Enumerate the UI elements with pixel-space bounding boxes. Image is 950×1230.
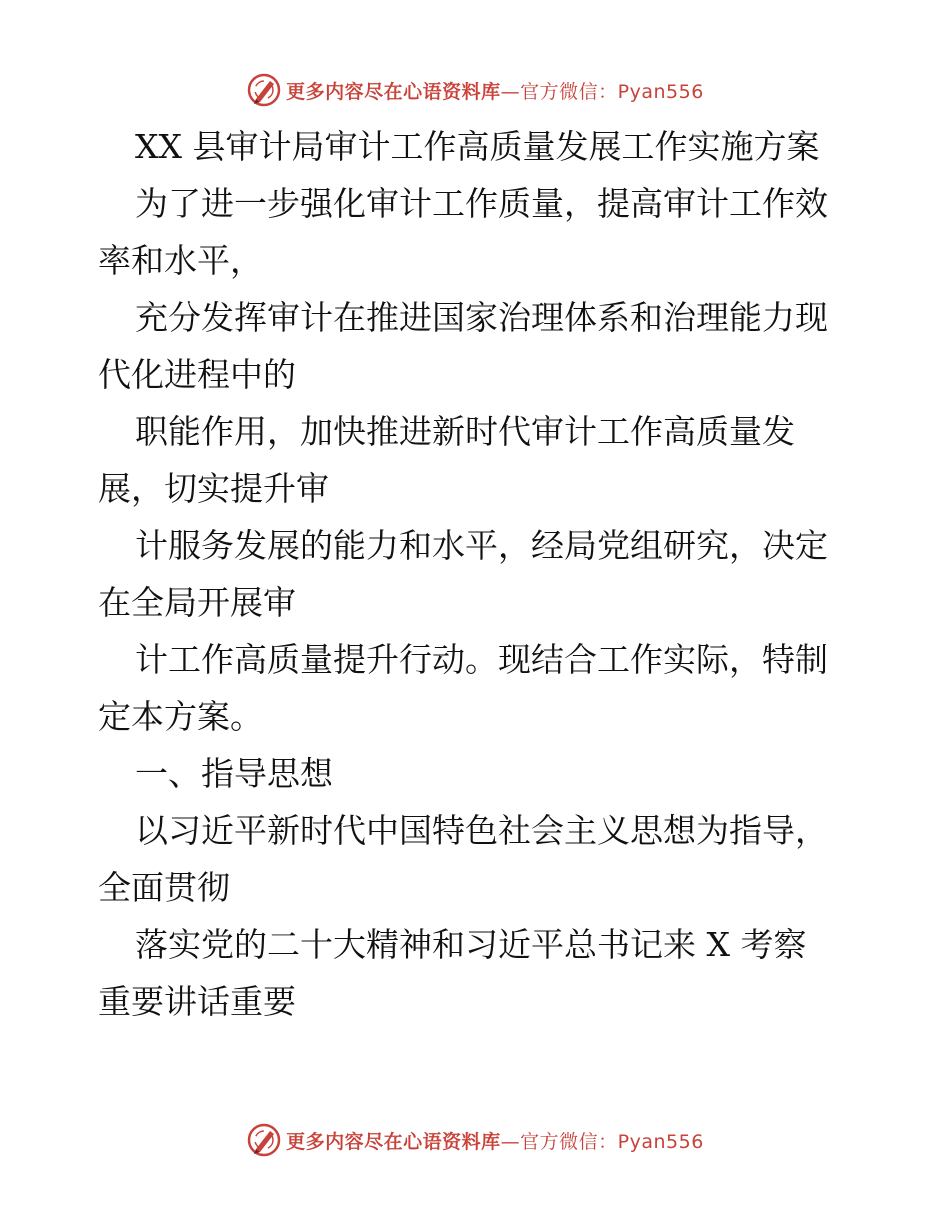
watermark-text <box>286 1127 704 1154</box>
paragraph-line: 代化进程中的 <box>98 355 296 394</box>
document-title: XX 县审计局审计工作高质量发展工作实施方案 <box>135 127 820 166</box>
watermark-dash: — <box>500 80 521 103</box>
watermark-contact-text: 官方微信：Pyan556 <box>520 80 704 103</box>
paragraph-line: 充分发挥审计在推进国家治理体系和治理能力现 <box>135 298 828 337</box>
watermark-main-text: 更多内容尽在心语资料库 <box>286 80 501 103</box>
header-watermark <box>0 70 950 110</box>
watermark-contact-text: 官方微信：Pyan556 <box>520 1130 704 1153</box>
paragraph-line: 在全局开展审 <box>98 583 296 622</box>
section-heading: 一、指导思想 <box>135 754 333 793</box>
paragraph-line: 展，切实提升审 <box>98 469 329 508</box>
paragraph-line: 重要讲话重要 <box>98 982 296 1021</box>
paragraph-line: 计工作高质量提升行动。现结合工作实际，特制 <box>135 640 828 679</box>
paragraph-line: 以习近平新时代中国特色社会主义思想为指导， <box>135 811 828 850</box>
pen-logo-icon <box>246 1122 282 1158</box>
paragraph-line: 定本方案。 <box>98 697 263 736</box>
watermark-main-text: 更多内容尽在心语资料库 <box>286 1130 501 1153</box>
document-body <box>98 118 858 1030</box>
paragraph-line: 率和水平， <box>98 241 263 280</box>
paragraph-line: 计服务发展的能力和水平，经局党组研究，决定 <box>135 526 828 565</box>
paragraph-line: 为了进一步强化审计工作质量，提高审计工作效 <box>135 184 828 223</box>
watermark-text <box>286 77 704 104</box>
watermark-dash: — <box>500 1130 521 1153</box>
footer-watermark <box>0 1120 950 1160</box>
paragraph-line: 全面贯彻 <box>98 868 230 907</box>
paragraph-line: 职能作用，加快推进新时代审计工作高质量发 <box>135 412 795 451</box>
paragraph-line: 落实党的二十大精神和习近平总书记来 X 考察 <box>135 925 807 964</box>
pen-logo-icon <box>246 72 282 108</box>
